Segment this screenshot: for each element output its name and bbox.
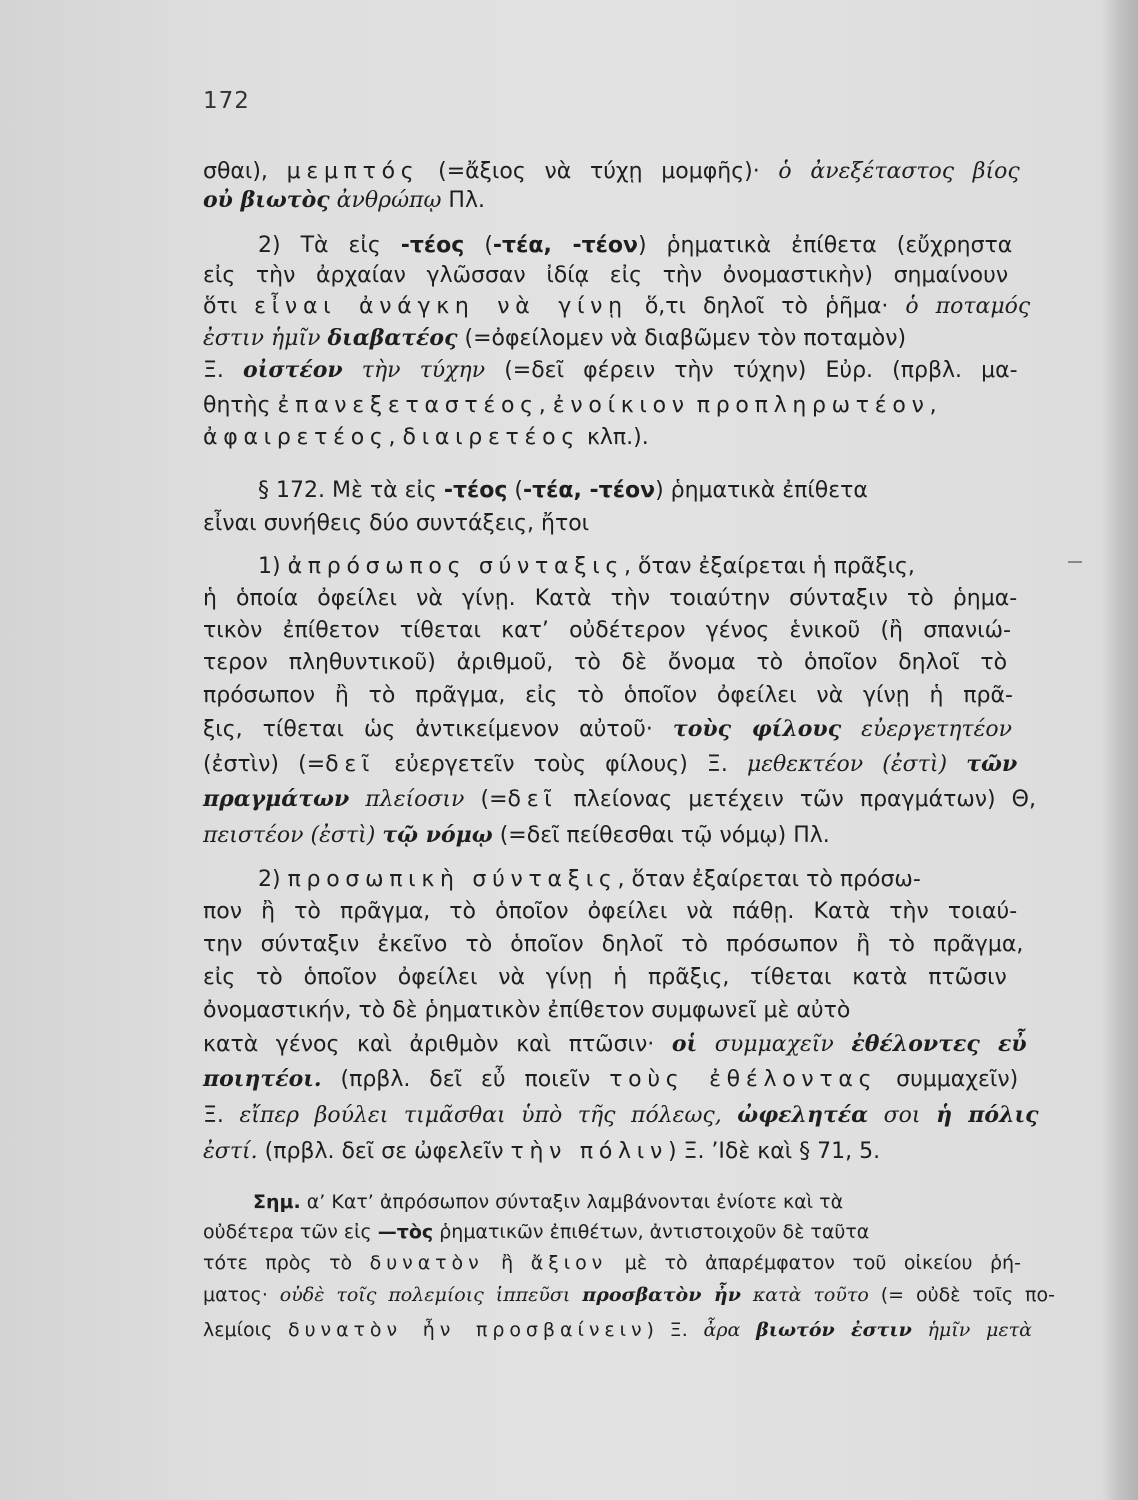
text-line: ξις, τίθεται ὡς ἀντικείμενον αὐτοῦ· τοὺς φίλους εὐεργετητέον xyxy=(203,716,1012,742)
text-line: 2) προσωπικὴ σύνταξις, ὅταν ἐξαίρεται τὸ πρόσω- xyxy=(258,867,921,892)
text-line: οὐ βιωτὸς ἀνθρώπῳ Πλ. xyxy=(203,187,485,213)
text-line: ὀνομαστικήν, τὸ δὲ ῥηματικὸν ἐπίθετον συμφωνεῖ μὲ αὐτὸ xyxy=(203,998,851,1023)
section-heading-line: § 172. Μὲ τὰ εἰς -τέος (-τέα, -τέον) ῥηματικὰ ἐπίθετα xyxy=(258,478,868,503)
text-line: πον ἢ τὸ πρᾶγμα, τὸ ὁποῖον ὀφείλει νὰ πάθῃ. Κατὰ τὴν τοιαύ- xyxy=(203,899,1018,924)
text-line: εἰς τὸ ὁποῖον ὀφείλει νὰ γίνῃ ἡ πρᾶξις, τίθεται κατὰ πτῶσιν xyxy=(203,965,1007,990)
text-line: ἐστί. (πρβλ. δεῖ σε ὠφελεῖν τὴν πόλιν) Ξ. ’Ιδὲ καὶ § 71, 5. xyxy=(203,1139,881,1164)
text-line: πρόσωπον ἢ τὸ πρᾶγμα, εἰς τὸ ὁποῖον ὀφείλει νὰ γίνῃ ἡ πρᾶ- xyxy=(203,683,1013,708)
text-line: εἰς τὴν ἀρχαίαν γλῶσσαν ἰδίᾳ εἰς τὴν ὀνομαστικὴν) σημαίνουν xyxy=(203,263,1009,288)
text-line: ἀφαιρετέος, διαιρετέος κλπ.). xyxy=(203,425,649,450)
text-line: ὅτι εἶναι ἀνάγκη νὰ γίνῃ ὅ,τι δηλοῖ τὸ ῥῆμα· ὁ ποταμός xyxy=(203,294,1031,319)
text-line: τικὸν ἐπίθετον τίθεται κατ’ οὐδέτερον γένος ἑνικοῦ (ἢ σπανιώ- xyxy=(203,618,1011,643)
text-line: ἐστιν ἡμῖν διαβατέος (=ὀφείλομεν νὰ διαβῶμεν τὸν ποταμὸν) xyxy=(203,325,907,351)
note-line: λεμίοις δυνατὸν ἦν προσβαίνειν) Ξ. ἆρα βιωτόν ἐστιν ἡμῖν μετὰ xyxy=(203,1319,1032,1341)
note-line: οὐδέτερα τῶν εἰς —τὸς ῥηματικῶν ἐπιθέτων, ἀντιστοιχοῦν δὲ ταῦτα xyxy=(203,1221,870,1243)
text-line: θητὴς ἐπανεξεταστέος, ἐνοίκιον προπληρωτέον, xyxy=(203,393,937,418)
page-number: 172 xyxy=(203,88,250,114)
text-line: 2) Τὰ εἰς -τέος (-τέα, -τέον) ῥηματικὰ ἐπίθετα (εὔχρηστα xyxy=(258,233,1013,258)
text-line: την σύνταξιν ἐκεῖνο τὸ ὁποῖον δηλοῖ τὸ πρόσωπον ἢ τὸ πρᾶγμα, xyxy=(203,932,1024,957)
note-line: τότε πρὸς τὸ δυνατὸν ἢ ἄξιον μὲ τὸ ἀπαρέμφατον τοῦ οἰκείου ῥή- xyxy=(203,1252,1021,1274)
text-line: 1) ἀπρόσωπος σύνταξις, ὅταν ἐξαίρεται ἡ πρᾶξις, xyxy=(258,554,915,579)
text-line: Ξ. εἴπερ βούλει τιμᾶσθαι ὑπὸ τῆς πόλεως, ὠφελητέα σοι ἡ πόλις xyxy=(203,1102,1039,1128)
note-line: ματος· οὐδὲ τοῖς πολεμίοις ἱππεῦσι προσβατὸν ἦν κατὰ τοῦτο (= οὐδὲ τοῖς πο- xyxy=(203,1284,1055,1306)
text-line: σθαι), μεμπτός (=ἄξιος νὰ τύχῃ μομφῆς)· ὁ ἀνεξέταστος βίος xyxy=(203,159,1020,184)
text-line: Ξ. οἰστέον τὴν τύχην (=δεῖ φέρειν τὴν τύχην) Εὐρ. (πρβλ. μα- xyxy=(203,357,1018,383)
text-line: πειστέον (ἐστὶ) τῷ νόμῳ (=δεῖ πείθεσθαι τῷ νόμῳ) Πλ. xyxy=(203,822,830,848)
page-edge-shadow xyxy=(1102,0,1138,1500)
text-line: πραγμάτων πλείοσιν (=δεῖ πλείονας μετέχειν τῶν πραγμάτων) Θ, xyxy=(203,786,1036,812)
note-line: Σημ. α’ Κατ’ ἀπρόσωπον σύνταξιν λαμβάνονται ἐνίοτε καὶ τὰ xyxy=(253,1191,844,1213)
text-line: ἡ ὁποία ὀφείλει νὰ γίνῃ. Κατὰ τὴν τοιαύτην σύνταξιν τὸ ῥημα- xyxy=(203,586,1018,611)
text-line: κατὰ γένος καὶ ἀριθμὸν καὶ πτῶσιν· οἱ συμμαχεῖν ἐθέλοντες εὖ xyxy=(203,1031,1027,1057)
text-line: τερον πληθυντικοῦ) ἀριθμοῦ, τὸ δὲ ὄνομα τὸ ὁποῖον δηλοῖ τὸ xyxy=(203,650,1008,675)
text-line: εἶναι συνήθεις δύο συντάξεις, ἤτοι xyxy=(203,511,590,536)
text-line: (ἐστὶν) (=δεῖ εὐεργετεῖν τοὺς φίλους) Ξ. μεθεκτέον (ἐστὶ) τῶν xyxy=(203,751,1018,777)
text-line: ποιητέοι. (πρβλ. δεῖ εὖ ποιεῖν τοὺς ἐθέλοντας συμμαχεῖν) xyxy=(203,1066,1019,1092)
ink-mark xyxy=(1068,561,1082,563)
